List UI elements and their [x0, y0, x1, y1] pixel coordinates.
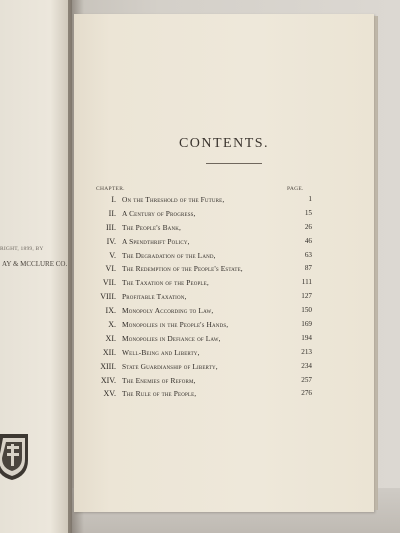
chapter-number: II. — [108, 208, 116, 218]
toc-entry — [92, 387, 312, 401]
chapter-title: Profitable Taxation, — [122, 292, 187, 302]
page-title: CONTENTS. — [178, 136, 270, 151]
page-number: 127 — [301, 292, 312, 301]
page-number: 46 — [304, 236, 312, 245]
page-number: 1 — [308, 195, 312, 203]
chapter-number: XV. — [103, 389, 116, 399]
chapter-number: IV. — [106, 236, 116, 246]
chapter-number: XI. — [105, 333, 116, 343]
chapter-title: The Taxation of the People, — [122, 278, 209, 288]
toc-entry — [92, 346, 312, 360]
table-of-contents — [92, 193, 312, 401]
page-number: 15 — [304, 208, 312, 217]
chapter-number: IX. — [105, 306, 116, 316]
chapter-title: State Guardianship of Liberty, — [122, 361, 218, 371]
toc-entry — [92, 318, 312, 332]
chapter-number: XIV. — [100, 375, 116, 385]
chapter-number: VII. — [102, 278, 116, 288]
page-column-header: PAGE. — [287, 186, 304, 192]
page-number: 213 — [301, 347, 312, 356]
chapter-title: Well-Being and Liberty, — [122, 347, 200, 357]
title-rule — [206, 163, 262, 164]
chapter-number: XIII. — [100, 361, 116, 371]
chapter-title: On the Threshold of the Future, — [122, 195, 225, 204]
toc-entry — [92, 374, 312, 388]
page-number: 234 — [301, 361, 312, 370]
publisher-seal-icon — [0, 430, 34, 482]
page-number: 26 — [304, 222, 312, 231]
chapter-title: The Rule of the People, — [122, 389, 197, 399]
page-edges — [374, 16, 378, 510]
copyright-line: RIGHT, 1899, BY — [0, 246, 44, 252]
toc-entry — [92, 193, 312, 207]
page-number: 257 — [301, 375, 312, 384]
page-number: 194 — [301, 333, 312, 342]
chapter-title: Monopolies in Defiance of Law, — [122, 333, 221, 343]
page-number: 63 — [304, 250, 312, 259]
chapter-number: X. — [108, 320, 116, 330]
toc-entry — [92, 332, 312, 346]
page-number: 87 — [304, 264, 312, 273]
chapter-number: I. — [111, 195, 116, 204]
chapter-title: The Redemption of the People's Estate, — [122, 264, 243, 274]
chapter-number: V. — [109, 250, 116, 260]
toc-entry — [92, 249, 312, 263]
toc-entry — [92, 304, 312, 318]
contents-page — [74, 14, 374, 512]
page-number: 169 — [301, 320, 312, 329]
chapter-title: Monopoly According to Law, — [122, 306, 214, 316]
left-facing-page — [0, 0, 72, 533]
chapter-title: A Century of Progress, — [122, 208, 196, 218]
chapter-title: A Spendthrift Policy, — [122, 236, 190, 246]
chapter-number: XII. — [102, 347, 116, 357]
chapter-title: The Degradation of the Land, — [122, 250, 216, 260]
toc-entry — [92, 235, 312, 249]
chapter-number: VI. — [105, 264, 116, 274]
toc-entry — [92, 290, 312, 304]
chapter-column-header: CHAPTER. — [96, 186, 125, 192]
toc-entry — [92, 207, 312, 221]
chapter-title: Monopolies in the People's Hands, — [122, 320, 229, 330]
publisher-line: AY & MCCLURE CO. — [2, 260, 68, 268]
toc-entry — [92, 360, 312, 374]
chapter-title: The People's Bank, — [122, 222, 181, 232]
page-number: 276 — [301, 389, 312, 398]
toc-entry — [92, 276, 312, 290]
chapter-number: III. — [106, 222, 116, 232]
toc-entry — [92, 262, 312, 276]
page-number: 111 — [301, 278, 312, 287]
toc-entry — [92, 221, 312, 235]
page-number: 150 — [301, 306, 312, 315]
chapter-number: VIII. — [100, 292, 116, 302]
chapter-title: The Enemies of Reform, — [122, 375, 196, 385]
